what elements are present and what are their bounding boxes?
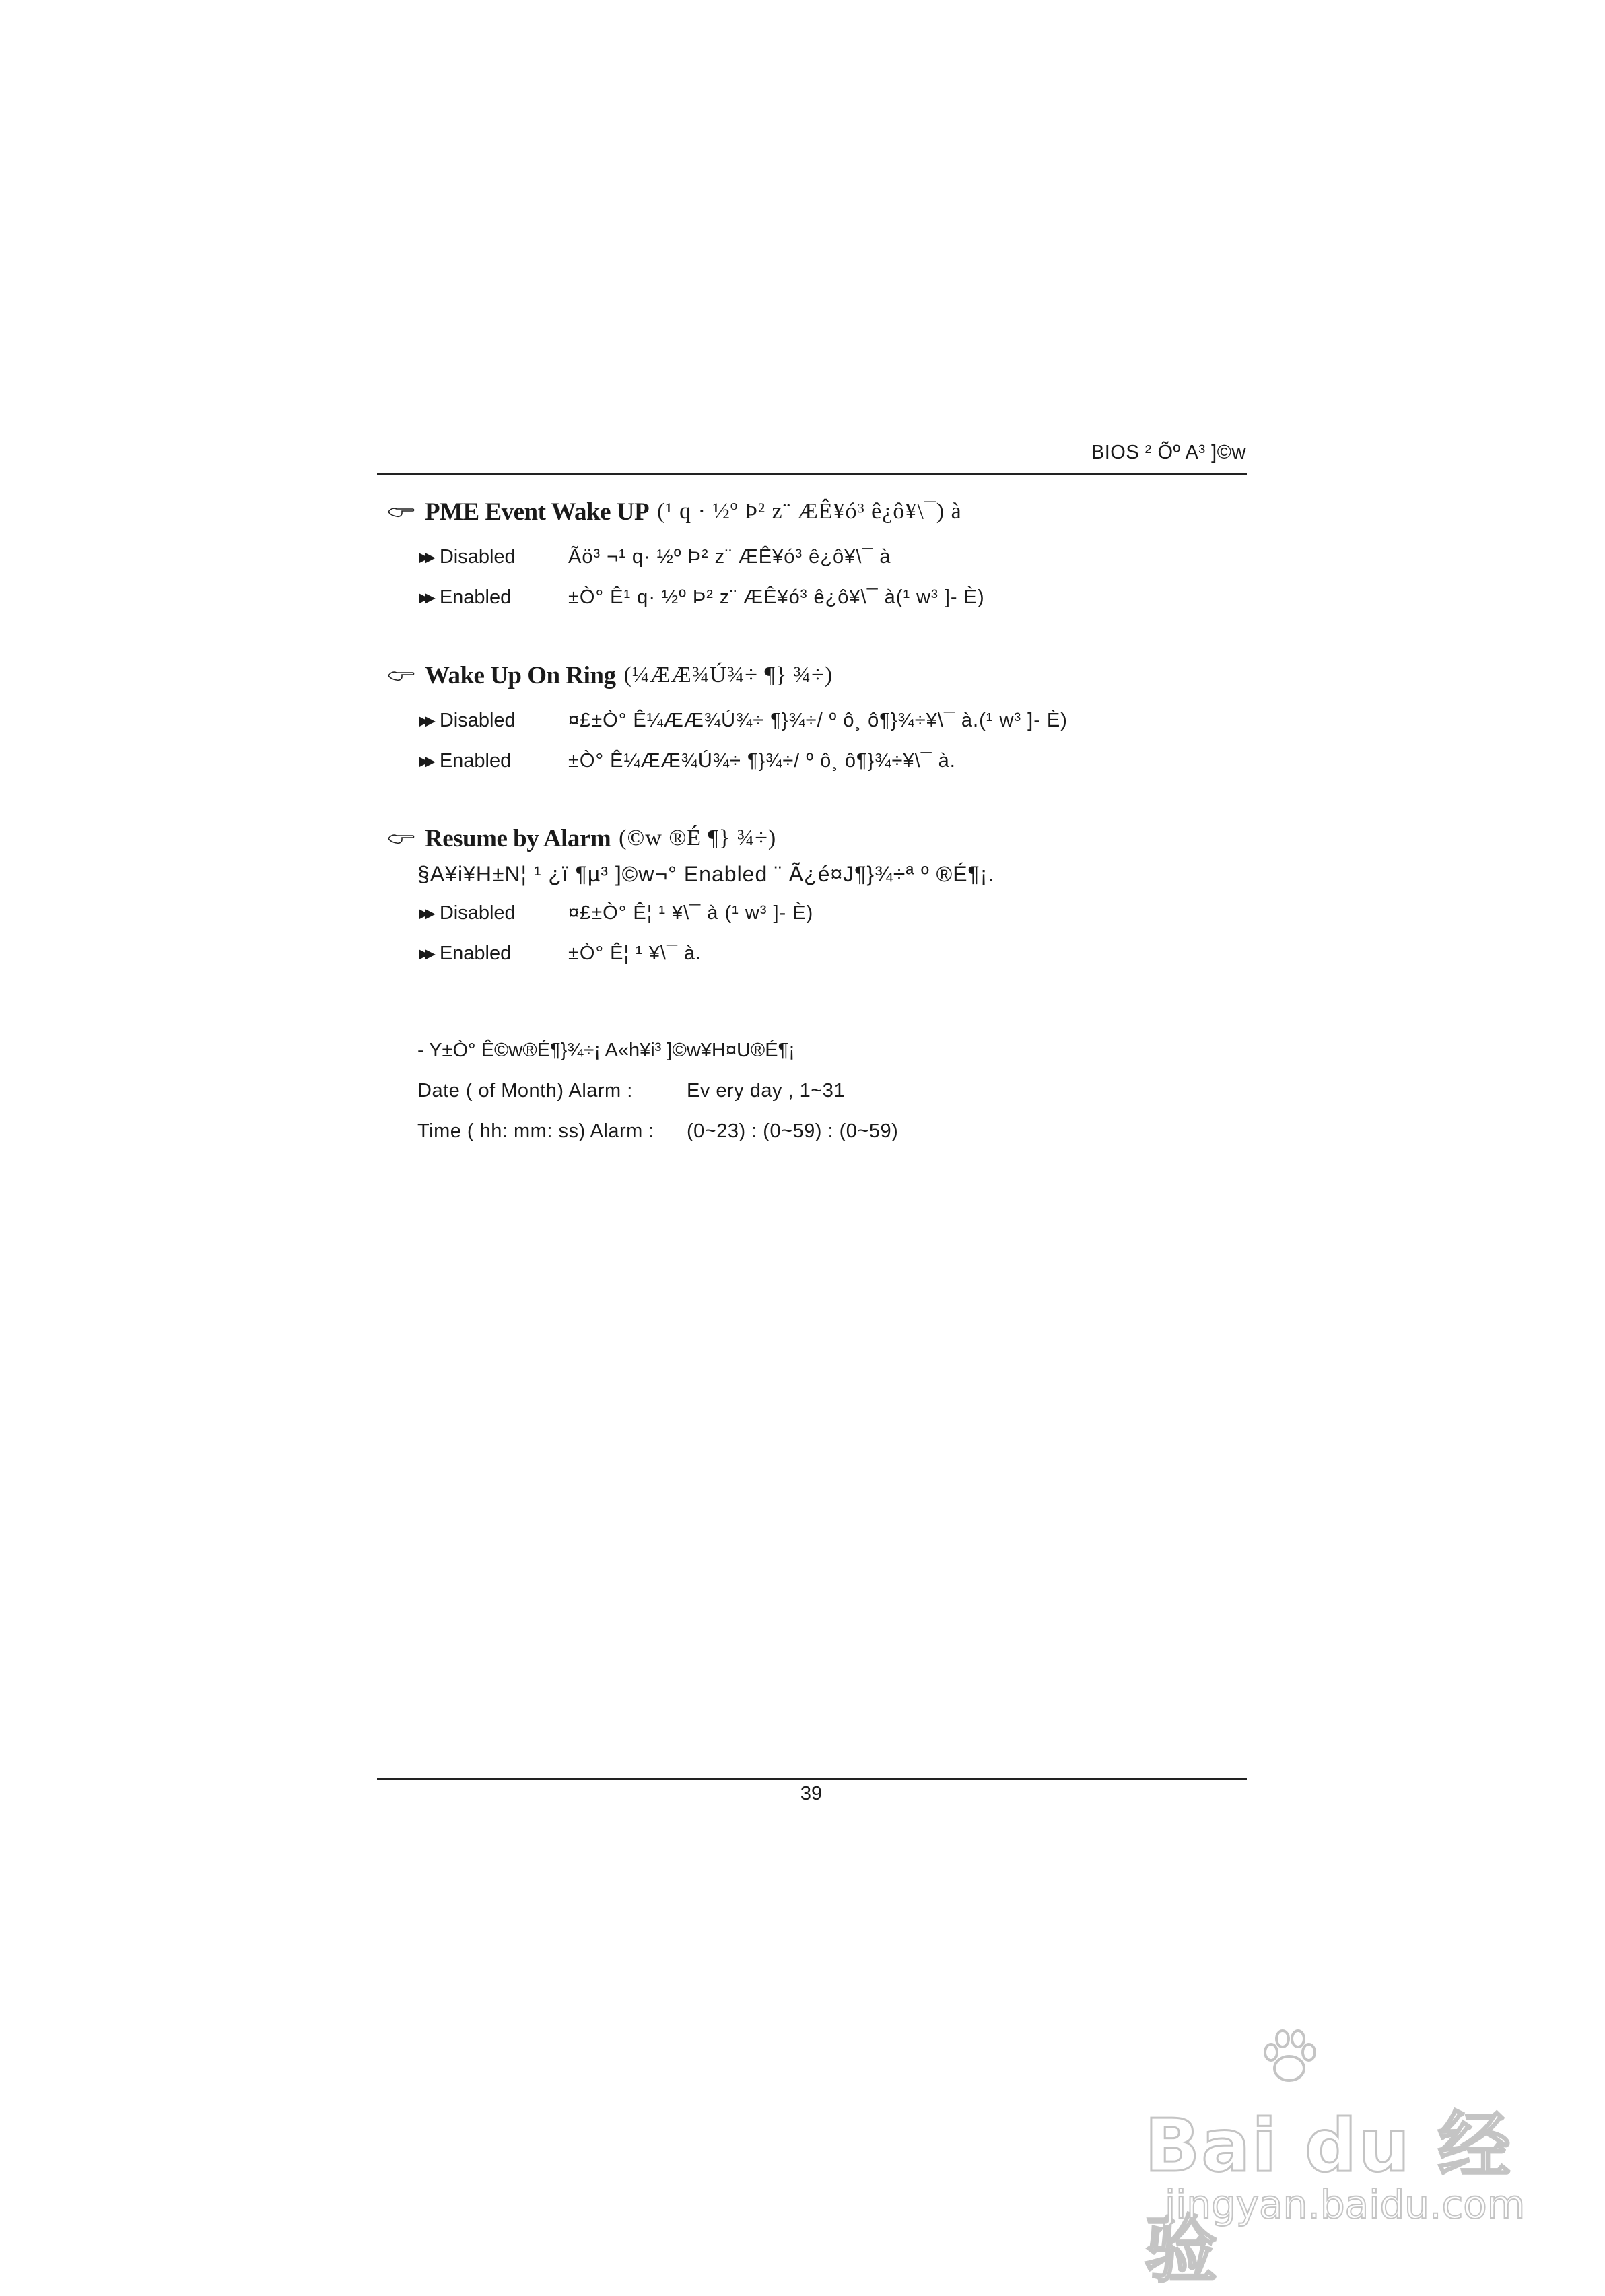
section-title: Wake Up On Ring: [425, 661, 616, 689]
double-arrow-icon: ▶▶: [419, 906, 432, 921]
header-rule: [377, 473, 1247, 475]
alarm-value: Ev ery day , 1~31: [687, 1079, 845, 1102]
alarm-row-date: [417, 1071, 1158, 1111]
running-header: BIOS ² Õº A³ ]©w: [1091, 442, 1246, 463]
section-title: Resume by Alarm: [425, 824, 611, 852]
option-row: [387, 537, 1235, 577]
option-description: ±Ò° Ê¹ q· ½º Þ² z¨ ÆÊ¥ó³ ê¿ô¥\¯ à(¹ w³ ]- È): [568, 586, 985, 608]
option-label: ▶▶ Disabled: [419, 902, 516, 924]
watermark-logo: Bai du 经验: [1145, 2104, 1512, 2293]
option-row: [387, 577, 1235, 617]
alarm-key: Time ( hh: mm: ss) Alarm :: [417, 1120, 654, 1142]
option-row: [387, 741, 1235, 781]
section-subtitle: (¹ q · ½º Þ² z¨ ÆÊ¥ó³ ê¿ô¥\¯) à: [657, 499, 962, 524]
watermark-url: jingyan.baidu.com: [1165, 2182, 1526, 2227]
section-subtitle: (©w ®É ¶} ¾÷): [619, 825, 777, 850]
paw-icon: [1259, 2027, 1320, 2087]
double-arrow-icon: ▶▶: [419, 590, 432, 605]
alarm-row-time: [417, 1111, 1158, 1151]
option-label: ▶▶ Enabled: [419, 942, 512, 964]
option-description: ¤£±Ò° Ê¼ÆÆ¾Ú¾÷ ¶}¾÷/ º ô¸ ô¶}¾÷¥\¯ à.(¹ w³ ]- È): [568, 709, 1068, 731]
section-note: §A¥i¥H±N¦ ¹ ¿ï ¶µ³ ]©w¬° Enabled ¨ Ã¿é¤J¶}¾÷ª º ®É¶¡.: [417, 861, 995, 886]
option-label: ▶▶ Disabled: [419, 709, 516, 731]
option-description: Ãö³ ¬¹ q· ½º Þ² z¨ ÆÊ¥ó³ ê¿ô¥\¯ à: [568, 545, 891, 568]
section-heading: [387, 495, 1235, 529]
alarm-key: Date ( of Month) Alarm :: [417, 1079, 633, 1102]
pointing-hand-icon: [387, 830, 415, 847]
section-wake-up-on-ring: [387, 659, 1235, 781]
pointing-hand-icon: [387, 667, 415, 684]
option-description: ±Ò° Ê¦ ¹ ¥\¯ à.: [568, 942, 702, 964]
double-arrow-icon: ▶▶: [419, 946, 432, 961]
section-resume-by-alarm: [387, 821, 1235, 974]
footer-rule: [377, 1778, 1247, 1780]
alarm-intro: - Y±Ò° Ê©w®É¶}¾÷¡ A«h¥i³ ]©w¥H¤U®É¶¡: [417, 1039, 795, 1061]
section-heading: [387, 659, 1235, 692]
double-arrow-icon: ▶▶: [419, 713, 432, 729]
option-label: ▶▶ Enabled: [419, 586, 512, 608]
alarm-value: (0~23) : (0~59) : (0~59): [687, 1120, 899, 1142]
pointing-hand-icon: [387, 503, 415, 520]
page-number: 39: [800, 1783, 823, 1804]
section-pme-event-wake-up: [387, 495, 1235, 617]
option-row: [387, 933, 1235, 974]
option-description: ±Ò° Ê¼ÆÆ¾Ú¾÷ ¶}¾÷/ º ô¸ ô¶}¾÷¥\¯ à.: [568, 749, 956, 772]
double-arrow-icon: ▶▶: [419, 753, 432, 769]
double-arrow-icon: ▶▶: [419, 549, 432, 565]
option-description: ¤£±Ò° Ê¦ ¹ ¥\¯ à (¹ w³ ]- È): [568, 902, 814, 924]
baidu-watermark: [1145, 2027, 1548, 2293]
option-row: [387, 700, 1235, 741]
section-heading: [387, 821, 1235, 855]
section-title: PME Event Wake UP: [425, 498, 650, 526]
section-subtitle: (¼ÆÆ¾Ú¾÷ ¶} ¾÷): [623, 663, 833, 687]
option-label: ▶▶ Disabled: [419, 545, 516, 568]
option-label: ▶▶ Enabled: [419, 749, 512, 772]
alarm-settings: [417, 1030, 1158, 1151]
option-row: [387, 893, 1235, 933]
